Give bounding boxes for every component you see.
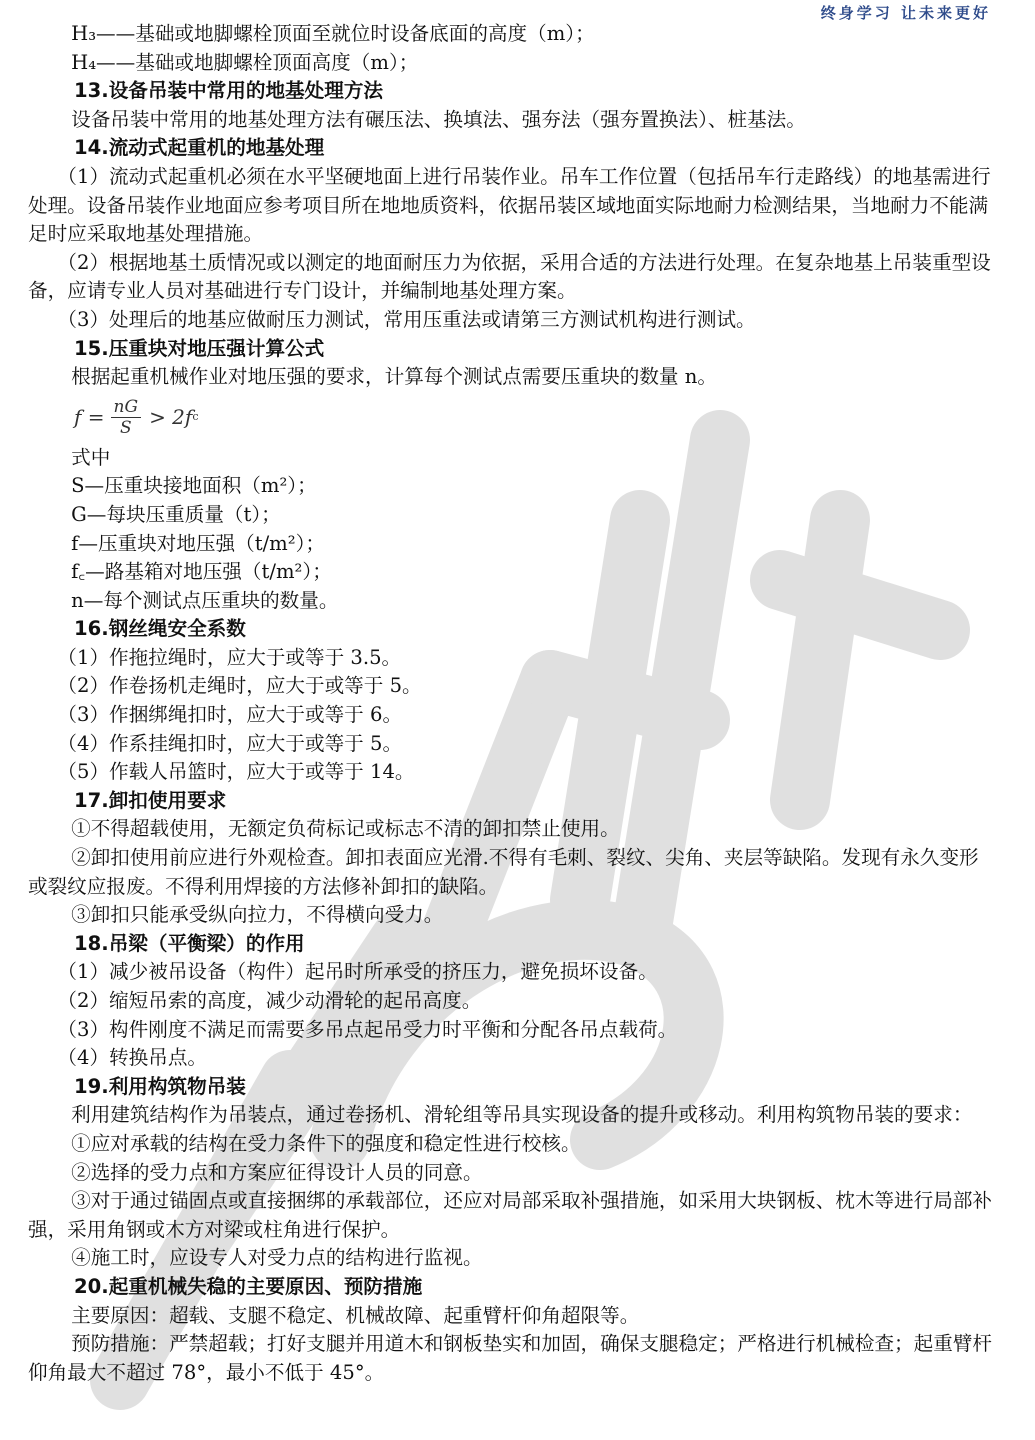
section-17-title: 17.卸扣使用要求 [74, 788, 227, 812]
formula-definition-n: n—每个测试点压重块的数量。 [71, 588, 339, 612]
section-20-paragraph-1: 主要原因：超载、支腿不稳定、机械故障、起重臂杆仰角超限等。 [71, 1303, 640, 1327]
section-17-paragraph-3: ③卸扣只能承受纵向拉力，不得横向受力。 [71, 903, 444, 927]
section-20-paragraph-2: 预防措施：严禁超载；打好支腿并用道木和钢板垫实和加固，确保支腿稳定；严格进行机械检查；起重臂杆仰角最大不超过 78°，最小不低于 45°。 [28, 1332, 993, 1384]
formula-definition-fc: f꜀—路基箱对地压强（t/m²）； [71, 560, 332, 584]
section-19-paragraph-3: ②选择的受力点和方案应征得设计人员的同意。 [71, 1160, 483, 1184]
section-16-title: 16.钢丝绳安全系数 [74, 617, 246, 641]
list-item: （3）作捆绑绳扣时，应大于或等于 6。 [57, 703, 403, 727]
formula-definition-f: f—压重块对地压强（t/m²）； [71, 531, 326, 555]
section-19-paragraph-2: ①应对承载的结构在受力条件下的强度和稳定性进行校核。 [71, 1131, 581, 1155]
header-slogan: 终身学习 让未来更好 [820, 4, 991, 22]
formula-rhs: > 2f [149, 405, 193, 430]
list-item: （4）转换吊点。 [57, 1046, 208, 1070]
section-19-paragraph-5: ④施工时，应设专人对受力点的结构进行监视。 [71, 1246, 483, 1270]
list-item: （4）作系挂绳扣时，应大于或等于 5。 [57, 731, 403, 755]
section-15-title: 15.压重块对地压强计算公式 [74, 336, 325, 360]
list-item: （1）减少被吊设备（构件）起吊时所承受的挤压力，避免损坏设备。 [57, 960, 658, 984]
section-13-title: 13.设备吊装中常用的地基处理方法 [74, 79, 384, 103]
definition-h3: H₃——基础或地脚螺栓顶面至就位时设备底面的高度（m）； [71, 22, 595, 45]
list-item: （2）缩短吊索的高度，减少动滑轮的起吊高度。 [57, 989, 482, 1012]
formula-denominator: S [119, 418, 132, 439]
section-14-paragraph-1: （1）流动式起重机必须在水平坚硬地面上进行吊装作业。吊车工作位置（包括吊车行走路线）的地基需进行处理。设备吊装作业地面应参考项目所在地地质资料，依据吊装区域地面实际地耐力检测结果，当地耐力不能满足时应采取地基处理措施。 [28, 164, 991, 246]
section-15-paragraph: 根据起重机械作业对地压强的要求，计算每个测试点需要压重块的数量 n。 [71, 365, 717, 389]
definition-h4: H₄——基础或地脚螺栓顶面高度（m）； [71, 50, 419, 74]
formula-lhs: f = [74, 405, 105, 430]
formula-subscript: c [192, 410, 199, 424]
list-item: （5）作载人吊篮时，应大于或等于 14。 [57, 760, 415, 784]
document-body [28, 20, 996, 1387]
section-19-paragraph-1: 利用建筑结构作为吊装点，通过卷扬机、滑轮组等吊具实现设备的提升或移动。利用构筑物吊装的要求： [71, 1103, 973, 1127]
formula-definition-g: G—每块压重质量（t）； [71, 502, 281, 526]
formula-numerator: nG [111, 397, 142, 418]
section-17-paragraph-2: ②卸扣使用前应进行外观检查。卸扣表面应光滑.不得有毛刺、裂纹、尖角、夹层等缺陷。发现有永久变形或裂纹应报废。不得利用焊接的方法修补卸扣的缺陷。 [28, 846, 979, 898]
list-item: （2）作卷扬机走绳时，应大于或等于 5。 [57, 674, 422, 698]
formula-definition-s: S—压重块接地面积（m²）； [71, 474, 317, 498]
section-20-title: 20.起重机械失稳的主要原因、预防措施 [74, 1274, 423, 1298]
list-item: （1）作拖拉绳时，应大于或等于 3.5。 [57, 645, 402, 669]
section-14-paragraph-3: （3）处理后的地基应做耐压力测试，常用压重法或请第三方测试机构进行测试。 [57, 307, 756, 331]
pressure-formula [74, 396, 996, 440]
formula-where-label: 式中 [71, 445, 111, 469]
section-13-paragraph: 设备吊装中常用的地基处理方法有碾压法、换填法、强夯法（强夯置换法）、桩基法。 [71, 107, 806, 131]
section-14-paragraph-2: （2）根据地基土质情况或以测定的地面耐压力为依据，采用合适的方法进行处理。在复杂地基上吊装重型设备，应请专业人员对基础进行专门设计，并编制地基处理方案。 [28, 250, 991, 303]
section-19-title: 19.利用构筑物吊装 [74, 1074, 246, 1098]
section-18-title: 18.吊梁（平衡梁）的作用 [74, 931, 305, 955]
section-19-paragraph-4: ③对于通过锚固点或直接捆绑的承载部位，还应对局部采取补强措施，如采用大块钢板、枕木等进行局部补强，采用角钢或木方对梁或柱角进行保护。 [28, 1189, 993, 1241]
section-14-title: 14.流动式起重机的地基处理 [74, 136, 325, 160]
section-17-paragraph-1: ①不得超载使用，无额定负荷标记或标志不清的卸扣禁止使用。 [71, 817, 620, 841]
list-item: （3）构件刚度不满足而需要多吊点起吊受力时平衡和分配各吊点载荷。 [57, 1017, 678, 1041]
formula-fraction [111, 397, 142, 438]
